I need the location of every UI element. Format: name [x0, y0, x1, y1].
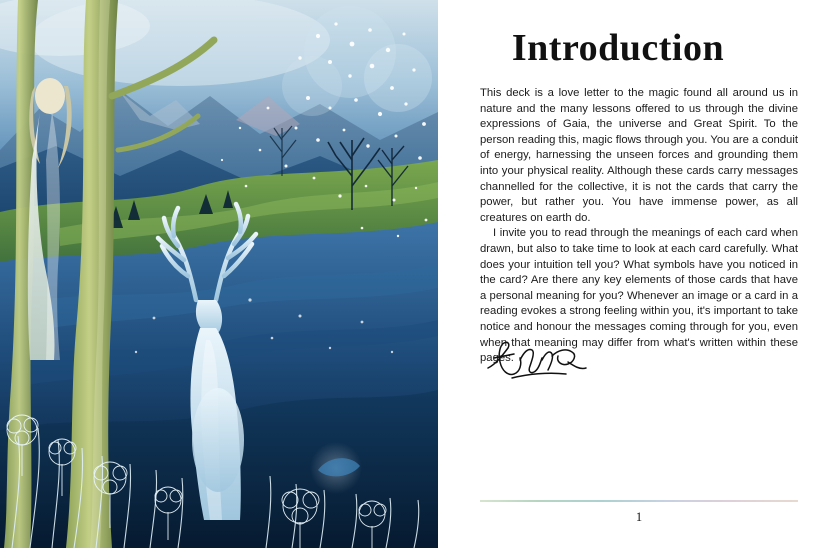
- author-signature: [482, 338, 592, 382]
- paragraph-1: This deck is a love letter to the magic found all around us in nature and the many lessons offered to us through the divine expressions of Gaia, the universe and Great Spirit. To the person reading this, magic flows through you. You are a conduit of energy, harnessing the unseen forces and grounding them into your physical reality. Although these cards carry messages channelled for the collective, it is not the cards that carry the power, but rather you. You have immense power, as all creatures on earth do.: [480, 87, 798, 224]
- paragraph-2: I invite you to read through the meanings of each card when drawn, but also to take time to look at each card carefully. What does your intuition tell you? What symbols have you noticed in the card? Are there any key elements of those cards that have a personal meaning for you? Whenever an image or a card in a reading evokes a strong feeling within you, it's important to take notice and honour the messages coming through for you, even when that meaning may differ from what's written within these pages.: [480, 227, 798, 365]
- text-page: [438, 0, 840, 548]
- page-number: 1: [635, 510, 643, 524]
- footer-divider: [480, 500, 798, 502]
- page-title: Introduction: [511, 27, 725, 69]
- signature-icon: [482, 338, 592, 382]
- introduction-body: [480, 86, 798, 367]
